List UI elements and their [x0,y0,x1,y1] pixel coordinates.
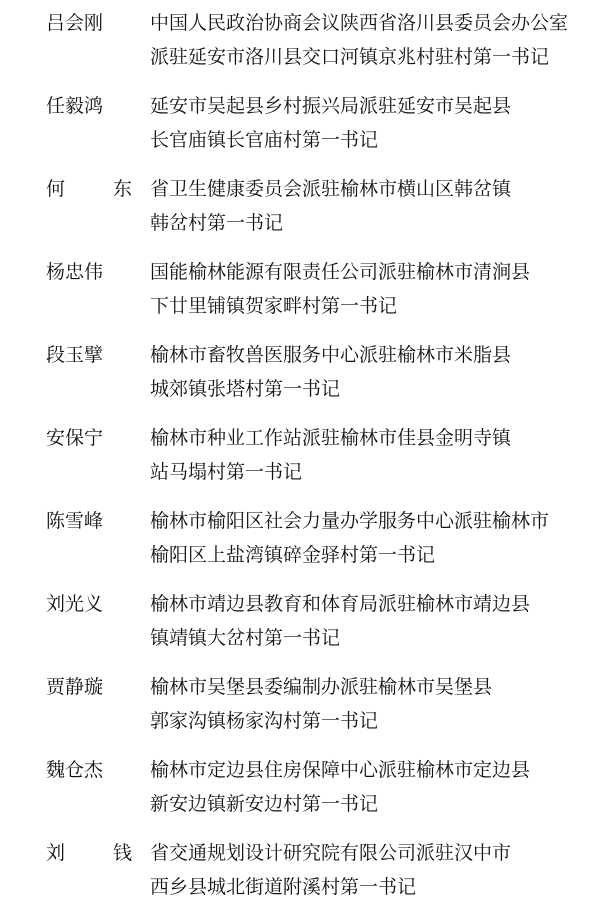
list-item [46,421,582,489]
assignment-line: 派驻延安市洛川县交口河镇京兆村驻村第一书记 [150,46,550,68]
list-item [46,670,582,738]
assignment-line: 西乡县城北街道附溪村第一书记 [150,876,417,898]
person-name: 陈雪峰 [46,510,104,532]
assignment-line: 长官庙镇长官庙村第一书记 [150,129,379,151]
assignment-line: 省交通规划设计研究院有限公司派驻汉中市 [150,842,512,864]
assignment-line: 中国人民政治协商会议陕西省洛川县委员会办公室 [150,12,569,34]
person-assignment [150,172,582,240]
person-name-part: 刘 [46,842,66,864]
person-name: 段玉擘 [46,344,104,366]
person-name [46,836,150,870]
person-assignment [150,670,582,738]
list-item [46,504,582,572]
assignment-line: 韩岔村第一书记 [150,212,284,234]
assignment-line: 榆阳区上盐湾镇碎金驿村第一书记 [150,544,436,566]
person-name [46,172,150,206]
person-name: 刘光义 [46,593,104,615]
assignment-line: 榆林市靖边县教育和体育局派驻榆林市靖边县 [150,593,531,615]
person-assignment [150,6,582,74]
assignment-line: 下廿里铺镇贺家畔村第一书记 [150,295,398,317]
person-name-part: 何 [46,178,66,200]
person-name: 安保宁 [46,427,104,449]
person-name: 杨忠伟 [46,261,104,283]
person-name: 任毅鸿 [46,95,104,117]
assignment-line: 新安边镇新安边村第一书记 [150,793,379,815]
list-item [46,338,582,406]
assignment-line: 榆林市种业工作站派驻榆林市佳县金明寺镇 [150,427,512,449]
assignment-line: 省卫生健康委员会派驻榆林市横山区韩岔镇 [150,178,512,200]
assignment-line: 国能榆林能源有限责任公司派驻榆林市清涧县 [150,261,531,283]
person-assignment [150,89,582,157]
list-item [46,172,582,240]
person-name-part: 东 [112,178,132,200]
assignment-line: 榆林市榆阳区社会力量办学服务中心派驻榆林市 [150,510,550,532]
person-assignment [150,338,582,406]
assignment-line: 镇靖镇大岔村第一书记 [150,627,341,649]
person-assignment [150,421,582,489]
person-assignment [150,753,582,821]
assignment-line: 城郊镇张塔村第一书记 [150,378,341,400]
person-assignment [150,255,582,323]
person-name: 吕会刚 [46,12,104,34]
assignment-line: 郭家沟镇杨家沟村第一书记 [150,710,379,732]
assignment-line: 延安市吴起县乡村振兴局派驻延安市吴起县 [150,95,512,117]
person-name: 贾静璇 [46,676,104,698]
list-item [46,836,582,904]
assignment-line: 站马塌村第一书记 [150,461,303,483]
assignment-line: 榆林市吴堡县委编制办派驻榆林市吴堡县 [150,676,493,698]
person-assignment [150,587,582,655]
assignment-line: 榆林市畜牧兽医服务中心派驻榆林市米脂县 [150,344,512,366]
person-assignment [150,836,582,904]
list-item [46,753,582,821]
assignment-line: 榆林市定边县住房保障中心派驻榆林市定边县 [150,759,531,781]
list-item [46,89,582,157]
list-item [46,6,582,74]
person-assignment [150,504,582,572]
person-name: 魏仓杰 [46,759,104,781]
list-item [46,255,582,323]
person-name-part: 钱 [112,842,132,864]
list-item [46,587,582,655]
